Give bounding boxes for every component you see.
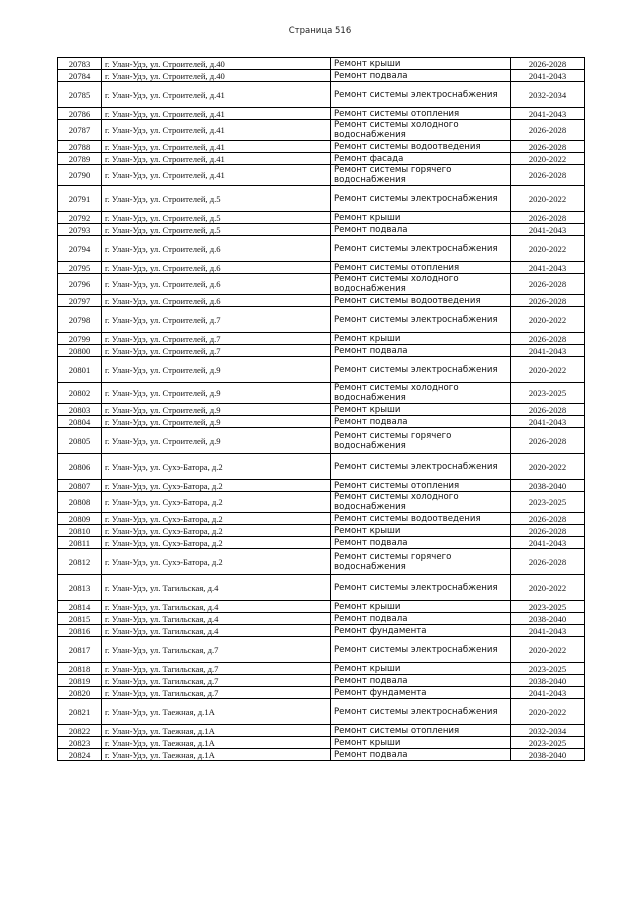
row-work-type: Ремонт подвала: [331, 749, 511, 761]
row-number: 20808: [58, 492, 102, 513]
table-row: [58, 141, 585, 153]
row-work-type: Ремонт системы горячего водоснабжения: [331, 428, 511, 454]
row-work-type: Ремонт системы водоотведения: [331, 513, 511, 525]
table-row: [58, 333, 585, 345]
row-work-type: Ремонт системы отопления: [331, 480, 511, 492]
row-address: г. Улан-Удэ, ул. Сухэ-Батора, д.2: [102, 492, 331, 513]
table-row: [58, 58, 585, 70]
row-period: 2026-2028: [511, 525, 585, 537]
row-address: г. Улан-Удэ, ул. Строителей, д.6: [102, 295, 331, 307]
row-work-type: Ремонт крыши: [331, 58, 511, 70]
row-work-type: Ремонт системы электроснабжения: [331, 699, 511, 725]
row-work-type: Ремонт крыши: [331, 737, 511, 749]
row-number: 20796: [58, 274, 102, 295]
row-number: 20811: [58, 537, 102, 549]
table-row: [58, 537, 585, 549]
row-period: 2026-2028: [511, 212, 585, 224]
row-work-type: Ремонт подвала: [331, 224, 511, 236]
table-row: [58, 549, 585, 575]
row-number: 20816: [58, 625, 102, 637]
row-address: г. Улан-Удэ, ул. Тагильская, д.7: [102, 637, 331, 663]
row-period: 2041-2043: [511, 345, 585, 357]
row-work-type: Ремонт системы электроснабжения: [331, 82, 511, 108]
row-period: 2041-2043: [511, 224, 585, 236]
row-period: 2041-2043: [511, 108, 585, 120]
row-address: г. Улан-Удэ, ул. Тагильская, д.7: [102, 675, 331, 687]
row-work-type: Ремонт фасада: [331, 153, 511, 165]
row-work-type: Ремонт крыши: [331, 212, 511, 224]
table-row: [58, 663, 585, 675]
row-number: 20803: [58, 404, 102, 416]
table-row: [58, 575, 585, 601]
row-work-type: Ремонт системы электроснабжения: [331, 575, 511, 601]
row-period: 2041-2043: [511, 625, 585, 637]
row-number: 20800: [58, 345, 102, 357]
row-address: г. Улан-Удэ, ул. Сухэ-Батора, д.2: [102, 525, 331, 537]
table-row: [58, 262, 585, 274]
row-number: 20814: [58, 601, 102, 613]
row-number: 20795: [58, 262, 102, 274]
row-address: г. Улан-Удэ, ул. Тагильская, д.7: [102, 663, 331, 675]
row-period: 2026-2028: [511, 58, 585, 70]
row-work-type: Ремонт системы водоотведения: [331, 295, 511, 307]
row-period: 2038-2040: [511, 480, 585, 492]
row-period: 2041-2043: [511, 687, 585, 699]
table-row: [58, 70, 585, 82]
row-work-type: Ремонт системы электроснабжения: [331, 307, 511, 333]
row-number: 20784: [58, 70, 102, 82]
row-work-type: Ремонт крыши: [331, 404, 511, 416]
row-address: г. Улан-Удэ, ул. Таежная, д.1А: [102, 749, 331, 761]
row-number: 20804: [58, 416, 102, 428]
row-period: 2041-2043: [511, 416, 585, 428]
row-address: г. Улан-Удэ, ул. Строителей, д.5: [102, 186, 331, 212]
row-address: г. Улан-Удэ, ул. Строителей, д.41: [102, 82, 331, 108]
table-row: [58, 307, 585, 333]
row-period: 2023-2025: [511, 663, 585, 675]
table-row: [58, 153, 585, 165]
row-number: 20794: [58, 236, 102, 262]
table-row: [58, 725, 585, 737]
row-period: 2038-2040: [511, 613, 585, 625]
row-period: 2020-2022: [511, 186, 585, 212]
row-address: г. Улан-Удэ, ул. Строителей, д.6: [102, 274, 331, 295]
table-row: [58, 186, 585, 212]
row-number: 20807: [58, 480, 102, 492]
row-period: 2020-2022: [511, 153, 585, 165]
table-row: [58, 404, 585, 416]
row-period: 2020-2022: [511, 699, 585, 725]
row-address: г. Улан-Удэ, ул. Таежная, д.1А: [102, 725, 331, 737]
row-work-type: Ремонт крыши: [331, 525, 511, 537]
row-period: 2023-2025: [511, 737, 585, 749]
row-period: 2026-2028: [511, 274, 585, 295]
row-address: г. Улан-Удэ, ул. Строителей, д.9: [102, 404, 331, 416]
row-number: 20788: [58, 141, 102, 153]
row-number: 20810: [58, 525, 102, 537]
row-address: г. Улан-Удэ, ул. Строителей, д.41: [102, 165, 331, 186]
row-work-type: Ремонт системы водоотведения: [331, 141, 511, 153]
row-number: 20783: [58, 58, 102, 70]
row-address: г. Улан-Удэ, ул. Строителей, д.7: [102, 333, 331, 345]
row-work-type: Ремонт подвала: [331, 613, 511, 625]
table-row: [58, 454, 585, 480]
row-number: 20792: [58, 212, 102, 224]
row-address: г. Улан-Удэ, ул. Сухэ-Батора, д.2: [102, 480, 331, 492]
table-row: [58, 492, 585, 513]
table-row: [58, 737, 585, 749]
row-work-type: Ремонт системы холодного водоснабжения: [331, 274, 511, 295]
row-period: 2026-2028: [511, 513, 585, 525]
row-number: 20799: [58, 333, 102, 345]
row-address: г. Улан-Удэ, ул. Тагильская, д.4: [102, 575, 331, 601]
row-number: 20819: [58, 675, 102, 687]
row-number: 20798: [58, 307, 102, 333]
row-address: г. Улан-Удэ, ул. Таежная, д.1А: [102, 699, 331, 725]
table-row: [58, 525, 585, 537]
row-address: г. Улан-Удэ, ул. Строителей, д.5: [102, 224, 331, 236]
row-period: 2038-2040: [511, 749, 585, 761]
row-number: 20817: [58, 637, 102, 663]
row-address: г. Улан-Удэ, ул. Строителей, д.6: [102, 262, 331, 274]
table-row: [58, 165, 585, 186]
table-row: [58, 675, 585, 687]
table-row: [58, 274, 585, 295]
row-work-type: Ремонт системы холодного водоснабжения: [331, 492, 511, 513]
row-number: 20789: [58, 153, 102, 165]
row-address: г. Улан-Удэ, ул. Строителей, д.9: [102, 428, 331, 454]
row-work-type: Ремонт системы отопления: [331, 262, 511, 274]
row-work-type: Ремонт системы электроснабжения: [331, 357, 511, 383]
row-period: 2020-2022: [511, 637, 585, 663]
row-work-type: Ремонт системы электроснабжения: [331, 637, 511, 663]
row-period: 2041-2043: [511, 262, 585, 274]
row-period: 2026-2028: [511, 333, 585, 345]
row-number: 20824: [58, 749, 102, 761]
row-number: 20823: [58, 737, 102, 749]
row-work-type: Ремонт системы отопления: [331, 108, 511, 120]
row-number: 20821: [58, 699, 102, 725]
table-row: [58, 416, 585, 428]
table-row: [58, 637, 585, 663]
row-number: 20787: [58, 120, 102, 141]
row-work-type: Ремонт крыши: [331, 333, 511, 345]
row-number: 20818: [58, 663, 102, 675]
row-number: 20797: [58, 295, 102, 307]
row-number: 20801: [58, 357, 102, 383]
table-row: [58, 212, 585, 224]
page-number: Страница 516: [288, 26, 352, 36]
row-period: 2020-2022: [511, 575, 585, 601]
row-period: 2038-2040: [511, 675, 585, 687]
table-row: [58, 120, 585, 141]
row-period: 2041-2043: [511, 70, 585, 82]
row-address: г. Улан-Удэ, ул. Тагильская, д.7: [102, 687, 331, 699]
row-period: 2023-2025: [511, 601, 585, 613]
row-number: 20813: [58, 575, 102, 601]
table-row: [58, 699, 585, 725]
row-work-type: Ремонт подвала: [331, 537, 511, 549]
row-work-type: Ремонт системы отопления: [331, 725, 511, 737]
row-period: 2023-2025: [511, 492, 585, 513]
row-address: г. Улан-Удэ, ул. Сухэ-Батора, д.2: [102, 537, 331, 549]
row-period: 2026-2028: [511, 165, 585, 186]
row-period: 2026-2028: [511, 404, 585, 416]
row-period: 2026-2028: [511, 120, 585, 141]
row-address: г. Улан-Удэ, ул. Сухэ-Батора, д.2: [102, 549, 331, 575]
row-address: г. Улан-Удэ, ул. Сухэ-Батора, д.2: [102, 454, 331, 480]
table-row: [58, 82, 585, 108]
row-period: 2032-2034: [511, 82, 585, 108]
repair-schedule-table: [57, 57, 585, 761]
row-address: г. Улан-Удэ, ул. Строителей, д.41: [102, 108, 331, 120]
row-work-type: Ремонт системы электроснабжения: [331, 186, 511, 212]
row-work-type: Ремонт подвала: [331, 675, 511, 687]
row-number: 20785: [58, 82, 102, 108]
row-period: 2026-2028: [511, 428, 585, 454]
row-number: 20793: [58, 224, 102, 236]
row-period: 2023-2025: [511, 383, 585, 404]
row-period: 2026-2028: [511, 549, 585, 575]
table-row: [58, 749, 585, 761]
row-number: 20805: [58, 428, 102, 454]
table-row: [58, 383, 585, 404]
row-address: г. Улан-Удэ, ул. Тагильская, д.4: [102, 613, 331, 625]
row-address: г. Улан-Удэ, ул. Строителей, д.41: [102, 120, 331, 141]
row-address: г. Улан-Удэ, ул. Строителей, д.7: [102, 307, 331, 333]
row-period: 2020-2022: [511, 454, 585, 480]
table-row: [58, 613, 585, 625]
row-period: 2020-2022: [511, 357, 585, 383]
row-number: 20809: [58, 513, 102, 525]
table-row: [58, 601, 585, 613]
row-address: г. Улан-Удэ, ул. Строителей, д.40: [102, 70, 331, 82]
row-address: г. Улан-Удэ, ул. Сухэ-Батора, д.2: [102, 513, 331, 525]
row-work-type: Ремонт фундамента: [331, 687, 511, 699]
row-address: г. Улан-Удэ, ул. Строителей, д.41: [102, 153, 331, 165]
table-row: [58, 357, 585, 383]
row-work-type: Ремонт системы холодного водоснабжения: [331, 383, 511, 404]
row-work-type: Ремонт подвала: [331, 416, 511, 428]
row-work-type: Ремонт подвала: [331, 345, 511, 357]
row-address: г. Улан-Удэ, ул. Строителей, д.9: [102, 383, 331, 404]
row-address: г. Улан-Удэ, ул. Строителей, д.41: [102, 141, 331, 153]
row-address: г. Улан-Удэ, ул. Строителей, д.7: [102, 345, 331, 357]
row-number: 20802: [58, 383, 102, 404]
table-row: [58, 625, 585, 637]
row-work-type: Ремонт системы горячего водоснабжения: [331, 165, 511, 186]
row-address: г. Улан-Удэ, ул. Таежная, д.1А: [102, 737, 331, 749]
row-work-type: Ремонт системы горячего водоснабжения: [331, 549, 511, 575]
row-work-type: Ремонт подвала: [331, 70, 511, 82]
row-number: 20812: [58, 549, 102, 575]
table-row: [58, 513, 585, 525]
table-row: [58, 224, 585, 236]
table-row: [58, 345, 585, 357]
table-row: [58, 428, 585, 454]
row-address: г. Улан-Удэ, ул. Строителей, д.9: [102, 357, 331, 383]
row-address: г. Улан-Удэ, ул. Тагильская, д.4: [102, 601, 331, 613]
row-work-type: Ремонт системы холодного водоснабжения: [331, 120, 511, 141]
row-address: г. Улан-Удэ, ул. Строителей, д.9: [102, 416, 331, 428]
row-period: 2032-2034: [511, 725, 585, 737]
row-period: 2041-2043: [511, 537, 585, 549]
row-number: 20790: [58, 165, 102, 186]
row-period: 2020-2022: [511, 236, 585, 262]
row-period: 2020-2022: [511, 307, 585, 333]
row-period: 2026-2028: [511, 295, 585, 307]
row-address: г. Улан-Удэ, ул. Тагильская, д.4: [102, 625, 331, 637]
table-row: [58, 480, 585, 492]
table-row: [58, 236, 585, 262]
row-address: г. Улан-Удэ, ул. Строителей, д.40: [102, 58, 331, 70]
table-row: [58, 687, 585, 699]
row-number: 20822: [58, 725, 102, 737]
row-number: 20791: [58, 186, 102, 212]
table-row: [58, 295, 585, 307]
row-number: 20786: [58, 108, 102, 120]
row-number: 20806: [58, 454, 102, 480]
row-period: 2026-2028: [511, 141, 585, 153]
row-work-type: Ремонт крыши: [331, 601, 511, 613]
row-work-type: Ремонт системы электроснабжения: [331, 454, 511, 480]
row-number: 20815: [58, 613, 102, 625]
row-work-type: Ремонт крыши: [331, 663, 511, 675]
row-address: г. Улан-Удэ, ул. Строителей, д.5: [102, 212, 331, 224]
row-work-type: Ремонт фундамента: [331, 625, 511, 637]
table-row: [58, 108, 585, 120]
row-address: г. Улан-Удэ, ул. Строителей, д.6: [102, 236, 331, 262]
row-number: 20820: [58, 687, 102, 699]
row-work-type: Ремонт системы электроснабжения: [331, 236, 511, 262]
